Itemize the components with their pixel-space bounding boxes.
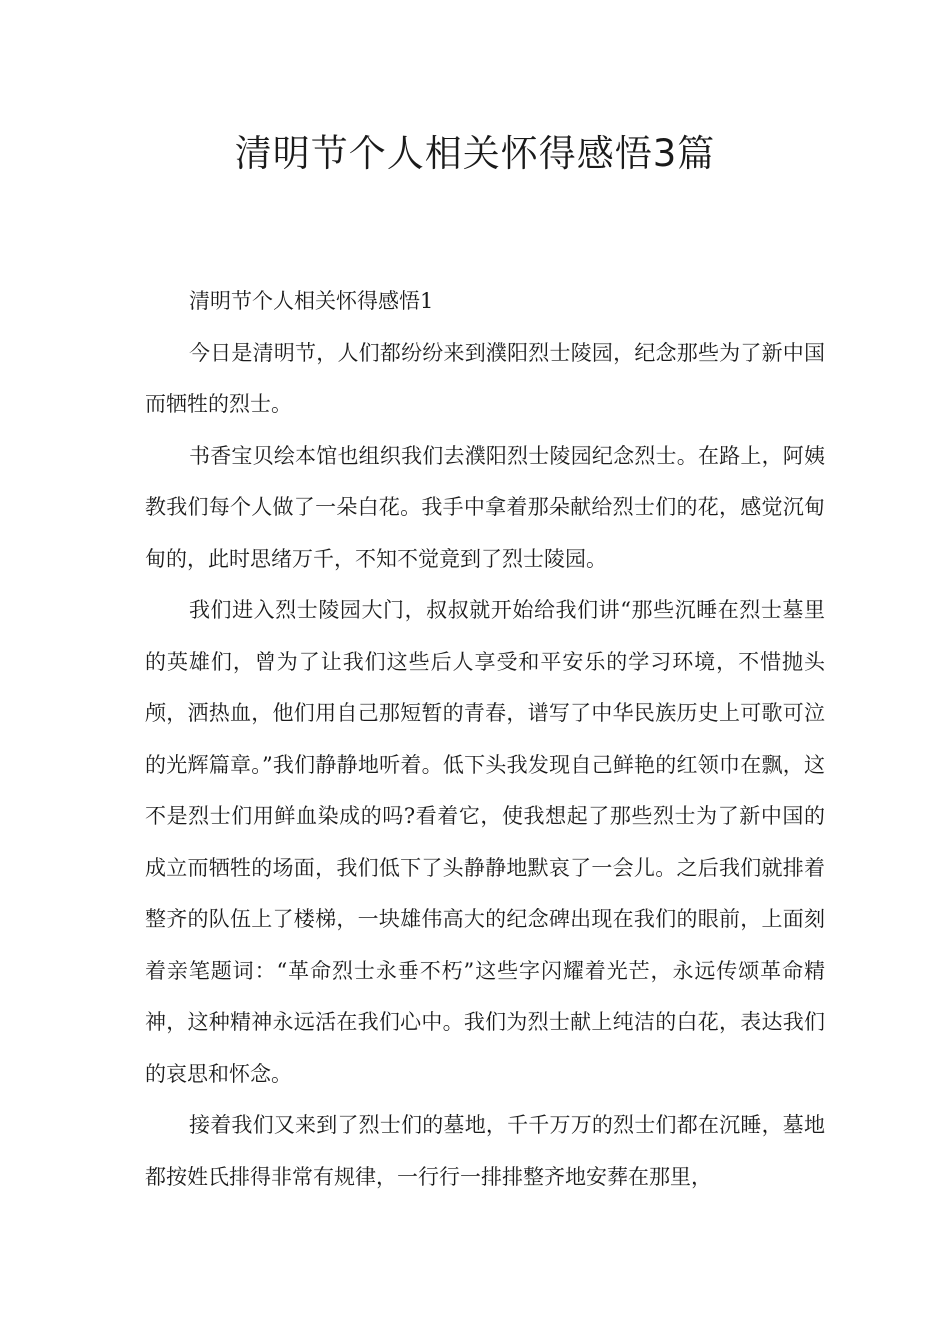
section-heading: 清明节个人相关怀得感悟1 xyxy=(189,289,434,313)
paragraph-3: 我们进入烈士陵园大门，叔叔就开始给我们讲“那些沉睡在烈士墓里的英雄们，曾为了让我们这些后人享受和平安乐的学习环境，不惜抛头颅，洒热血，他们用自己那短暂的青春，谱写了中华民族历史上可歌可泣的光辉篇章。”我们静静地听着。低下头我发现自己鲜艳的红领巾在飘，这不是烈士们用鲜血染成的吗?看着它，使我想起了那些烈士为了新中国的成立而牺牲的场面，我们低下了头静静地默哀了一会儿。之后我们就排着整齐的队伍上了楼梯，一块雄伟高大的纪念碑出现在我们的眼前，上面刻着亲笔题词：“革命烈士永垂不朽”这些字闪耀着光芒，永远传颂革命精神，这种精神永远活在我们心中。我们为烈士献上纯洁的白花，表达我们的哀思和怀念。 xyxy=(145,598,825,1086)
paragraph-4: 接着我们又来到了烈士们的墓地，千千万万的烈士们都在沉睡，墓地都按姓氏排得非常有规律，一行行一排排整齐地安葬在那里， xyxy=(145,1113,825,1189)
document-body xyxy=(145,276,825,1203)
paragraph-2: 书香宝贝绘本馆也组织我们去濮阳烈士陵园纪念烈士。在路上，阿姨教我们每个人做了一朵白花。我手中拿着那朵献给烈士们的花，感觉沉甸甸的，此时思绪万千，不知不觉竟到了烈士陵园。 xyxy=(145,443,825,571)
paragraph-1: 今日是清明节，人们都纷纷来到濮阳烈士陵园，纪念那些为了新中国而牺牲的烈士。 xyxy=(145,340,825,416)
document-title: 清明节个人相关怀得感悟3篇 xyxy=(234,132,716,175)
